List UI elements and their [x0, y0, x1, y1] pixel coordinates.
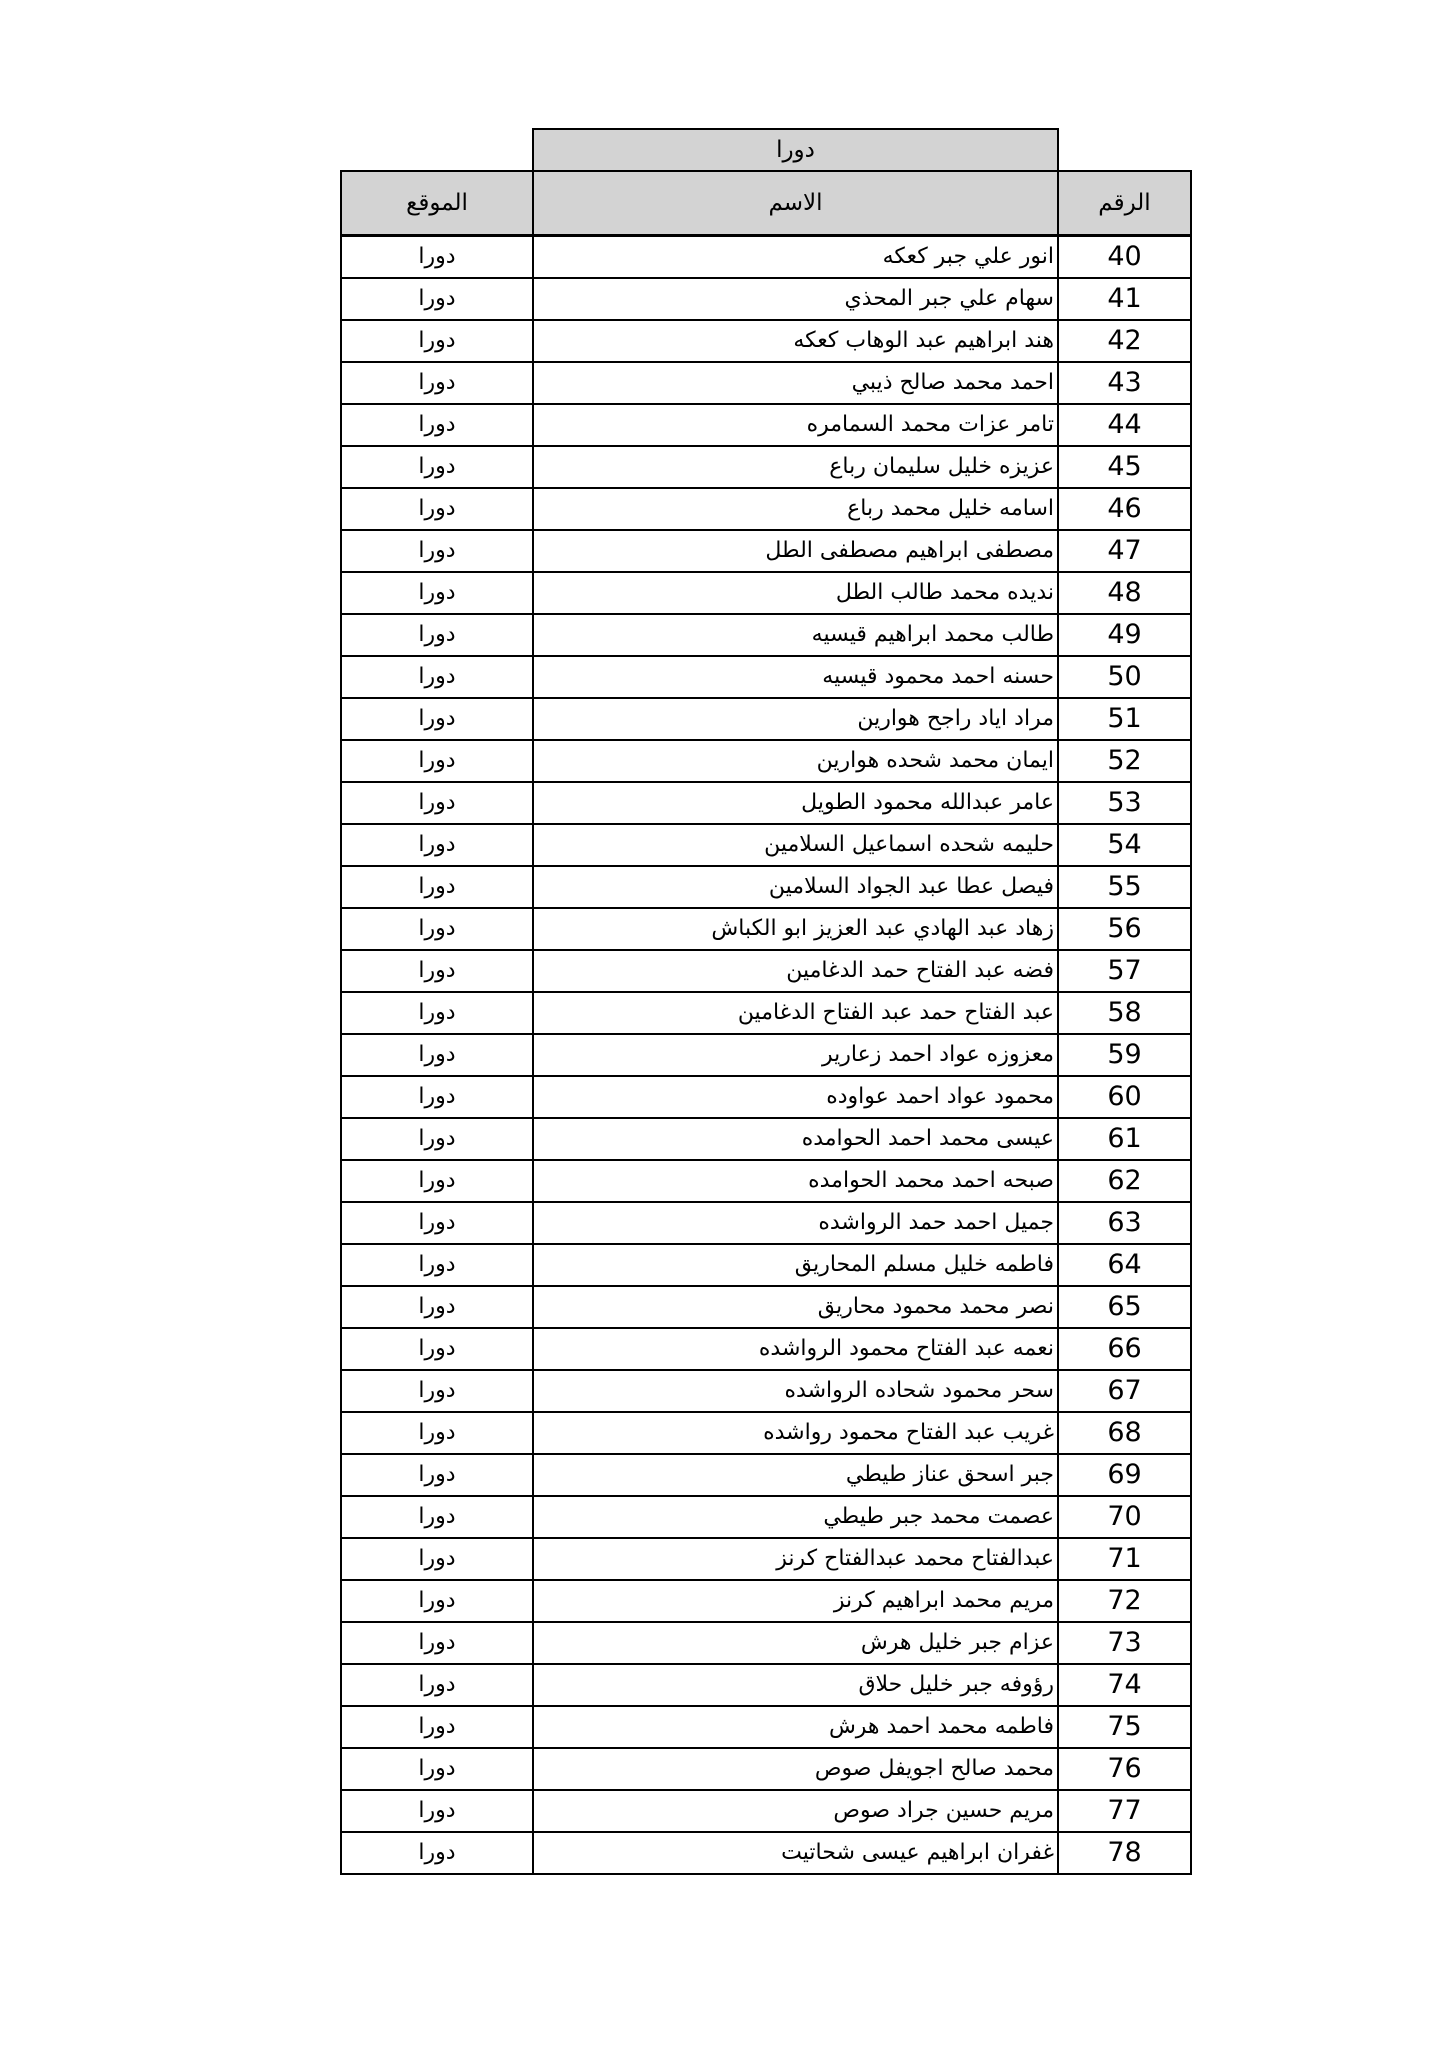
location-cell: دورا	[341, 320, 533, 362]
top-spacer-left	[341, 129, 533, 171]
top-spacer-right	[1058, 129, 1191, 171]
table-row	[341, 236, 1191, 278]
name-cell: غريب عبد الفتاح محمود رواشده	[533, 1412, 1058, 1454]
table-row	[341, 1076, 1191, 1118]
name-cell: نصر محمد محمود محاريق	[533, 1286, 1058, 1328]
table-row	[341, 824, 1191, 866]
location-cell: دورا	[341, 1538, 533, 1580]
name-cell: عزيزه خليل سليمان رباع	[533, 446, 1058, 488]
number-cell: 59	[1058, 1034, 1191, 1076]
column-header-number: الرقم	[1058, 171, 1191, 236]
table-row	[341, 1286, 1191, 1328]
name-cell: سهام علي جبر المحذي	[533, 278, 1058, 320]
table-row	[341, 1118, 1191, 1160]
location-cell: دورا	[341, 404, 533, 446]
location-cell: دورا	[341, 1034, 533, 1076]
number-cell: 45	[1058, 446, 1191, 488]
name-cell: مريم محمد ابراهيم كرنز	[533, 1580, 1058, 1622]
number-cell: 57	[1058, 950, 1191, 992]
table-row	[341, 404, 1191, 446]
number-cell: 54	[1058, 824, 1191, 866]
table-row	[341, 992, 1191, 1034]
number-cell: 55	[1058, 866, 1191, 908]
table-row	[341, 1454, 1191, 1496]
name-cell: فاطمه محمد احمد هرش	[533, 1706, 1058, 1748]
number-cell: 76	[1058, 1748, 1191, 1790]
location-cell: دورا	[341, 530, 533, 572]
location-cell: دورا	[341, 1454, 533, 1496]
location-cell: دورا	[341, 1832, 533, 1874]
table-body	[341, 129, 1191, 1874]
location-cell: دورا	[341, 740, 533, 782]
number-cell: 60	[1058, 1076, 1191, 1118]
name-cell: ايمان محمد شحده هوارين	[533, 740, 1058, 782]
table-row	[341, 1622, 1191, 1664]
table-row	[341, 656, 1191, 698]
roster-table-wrapper	[340, 128, 1192, 1875]
table-row	[341, 1790, 1191, 1832]
table-row	[341, 1034, 1191, 1076]
name-cell: سحر محمود شحاده الرواشده	[533, 1370, 1058, 1412]
name-cell: مريم حسين جراد صوص	[533, 1790, 1058, 1832]
number-cell: 58	[1058, 992, 1191, 1034]
number-cell: 61	[1058, 1118, 1191, 1160]
name-cell: فضه عبد الفتاح حمد الدغامين	[533, 950, 1058, 992]
number-cell: 51	[1058, 698, 1191, 740]
location-cell: دورا	[341, 614, 533, 656]
number-cell: 75	[1058, 1706, 1191, 1748]
number-cell: 68	[1058, 1412, 1191, 1454]
group-header-cell: دورا	[533, 129, 1058, 171]
name-cell: اسامه خليل محمد رباع	[533, 488, 1058, 530]
column-header-location: الموقع	[341, 171, 533, 236]
name-cell: عبدالفتاح محمد عبدالفتاح كرنز	[533, 1538, 1058, 1580]
number-cell: 53	[1058, 782, 1191, 824]
table-row	[341, 362, 1191, 404]
number-cell: 48	[1058, 572, 1191, 614]
number-cell: 43	[1058, 362, 1191, 404]
name-cell: رؤوفه جبر خليل حلاق	[533, 1664, 1058, 1706]
location-cell: دورا	[341, 1076, 533, 1118]
name-cell: حسنه احمد محمود قيسيه	[533, 656, 1058, 698]
name-cell: مراد اياد راجح هوارين	[533, 698, 1058, 740]
table-row	[341, 1832, 1191, 1874]
location-cell: دورا	[341, 866, 533, 908]
table-row	[341, 740, 1191, 782]
number-cell: 42	[1058, 320, 1191, 362]
table-row	[341, 908, 1191, 950]
name-cell: احمد محمد صالح ذيبي	[533, 362, 1058, 404]
number-cell: 66	[1058, 1328, 1191, 1370]
location-cell: دورا	[341, 992, 533, 1034]
table-row	[341, 320, 1191, 362]
location-cell: دورا	[341, 236, 533, 278]
table-row	[341, 1202, 1191, 1244]
table-row	[341, 1328, 1191, 1370]
location-cell: دورا	[341, 446, 533, 488]
table-row	[341, 1664, 1191, 1706]
name-cell: حليمه شحده اسماعيل السلامين	[533, 824, 1058, 866]
name-cell: فاطمه خليل مسلم المحاريق	[533, 1244, 1058, 1286]
name-cell: عصمت محمد جبر طيطي	[533, 1496, 1058, 1538]
location-cell: دورا	[341, 1370, 533, 1412]
number-cell: 44	[1058, 404, 1191, 446]
location-cell: دورا	[341, 824, 533, 866]
table-row	[341, 1496, 1191, 1538]
number-cell: 40	[1058, 236, 1191, 278]
name-cell: محمد صالح اجويفل صوص	[533, 1748, 1058, 1790]
number-cell: 73	[1058, 1622, 1191, 1664]
name-cell: انور علي جبر كعكه	[533, 236, 1058, 278]
location-cell: دورا	[341, 1790, 533, 1832]
number-cell: 49	[1058, 614, 1191, 656]
number-cell: 63	[1058, 1202, 1191, 1244]
table-row	[341, 488, 1191, 530]
table-row	[341, 1370, 1191, 1412]
location-cell: دورا	[341, 1622, 533, 1664]
location-cell: دورا	[341, 362, 533, 404]
name-cell: جميل احمد حمد الرواشده	[533, 1202, 1058, 1244]
location-cell: دورا	[341, 278, 533, 320]
group-header-row	[341, 129, 1191, 171]
name-cell: عزام جبر خليل هرش	[533, 1622, 1058, 1664]
column-header-row	[341, 171, 1191, 236]
table-row	[341, 1244, 1191, 1286]
number-cell: 70	[1058, 1496, 1191, 1538]
location-cell: دورا	[341, 1286, 533, 1328]
name-cell: هند ابراهيم عبد الوهاب كعكه	[533, 320, 1058, 362]
location-cell: دورا	[341, 1118, 533, 1160]
name-cell: صبحه احمد محمد الحوامده	[533, 1160, 1058, 1202]
location-cell: دورا	[341, 782, 533, 824]
number-cell: 47	[1058, 530, 1191, 572]
table-row	[341, 572, 1191, 614]
table-row	[341, 1160, 1191, 1202]
name-cell: تامر عزات محمد السمامره	[533, 404, 1058, 446]
location-cell: دورا	[341, 908, 533, 950]
name-cell: جبر اسحق عناز طيطي	[533, 1454, 1058, 1496]
number-cell: 72	[1058, 1580, 1191, 1622]
number-cell: 64	[1058, 1244, 1191, 1286]
number-cell: 78	[1058, 1832, 1191, 1874]
number-cell: 41	[1058, 278, 1191, 320]
number-cell: 69	[1058, 1454, 1191, 1496]
table-row	[341, 1412, 1191, 1454]
table-row	[341, 1580, 1191, 1622]
table-row	[341, 614, 1191, 656]
location-cell: دورا	[341, 950, 533, 992]
roster-table	[340, 128, 1192, 1875]
number-cell: 67	[1058, 1370, 1191, 1412]
name-cell: نعمه عبد الفتاح محمود الرواشده	[533, 1328, 1058, 1370]
name-cell: فيصل عطا عبد الجواد السلامين	[533, 866, 1058, 908]
name-cell: عيسى محمد احمد الحوامده	[533, 1118, 1058, 1160]
location-cell: دورا	[341, 488, 533, 530]
name-cell: عامر عبدالله محمود الطويل	[533, 782, 1058, 824]
name-cell: عبد الفتاح حمد عبد الفتاح الدغامين	[533, 992, 1058, 1034]
number-cell: 50	[1058, 656, 1191, 698]
location-cell: دورا	[341, 1412, 533, 1454]
number-cell: 62	[1058, 1160, 1191, 1202]
name-cell: غفران ابراهيم عيسى شحاتيت	[533, 1832, 1058, 1874]
location-cell: دورا	[341, 698, 533, 740]
number-cell: 52	[1058, 740, 1191, 782]
name-cell: طالب محمد ابراهيم قيسيه	[533, 614, 1058, 656]
name-cell: زهاد عبد الهادي عبد العزيز ابو الكباش	[533, 908, 1058, 950]
number-cell: 56	[1058, 908, 1191, 950]
number-cell: 65	[1058, 1286, 1191, 1328]
location-cell: دورا	[341, 1580, 533, 1622]
table-row	[341, 1706, 1191, 1748]
location-cell: دورا	[341, 656, 533, 698]
location-cell: دورا	[341, 1202, 533, 1244]
number-cell: 77	[1058, 1790, 1191, 1832]
table-row	[341, 446, 1191, 488]
location-cell: دورا	[341, 1706, 533, 1748]
table-row	[341, 950, 1191, 992]
name-cell: نديده محمد طالب الطل	[533, 572, 1058, 614]
location-cell: دورا	[341, 1244, 533, 1286]
table-row	[341, 866, 1191, 908]
location-cell: دورا	[341, 1748, 533, 1790]
table-row	[341, 782, 1191, 824]
table-row	[341, 698, 1191, 740]
name-cell: معزوزه عواد احمد زعارير	[533, 1034, 1058, 1076]
table-row	[341, 278, 1191, 320]
name-cell: مصطفى ابراهيم مصطفى الطل	[533, 530, 1058, 572]
location-cell: دورا	[341, 1496, 533, 1538]
location-cell: دورا	[341, 1160, 533, 1202]
number-cell: 46	[1058, 488, 1191, 530]
location-cell: دورا	[341, 572, 533, 614]
column-header-name: الاسم	[533, 171, 1058, 236]
number-cell: 74	[1058, 1664, 1191, 1706]
name-cell: محمود عواد احمد عواوده	[533, 1076, 1058, 1118]
table-row	[341, 1538, 1191, 1580]
table-row	[341, 1748, 1191, 1790]
location-cell: دورا	[341, 1328, 533, 1370]
table-row	[341, 530, 1191, 572]
location-cell: دورا	[341, 1664, 533, 1706]
number-cell: 71	[1058, 1538, 1191, 1580]
